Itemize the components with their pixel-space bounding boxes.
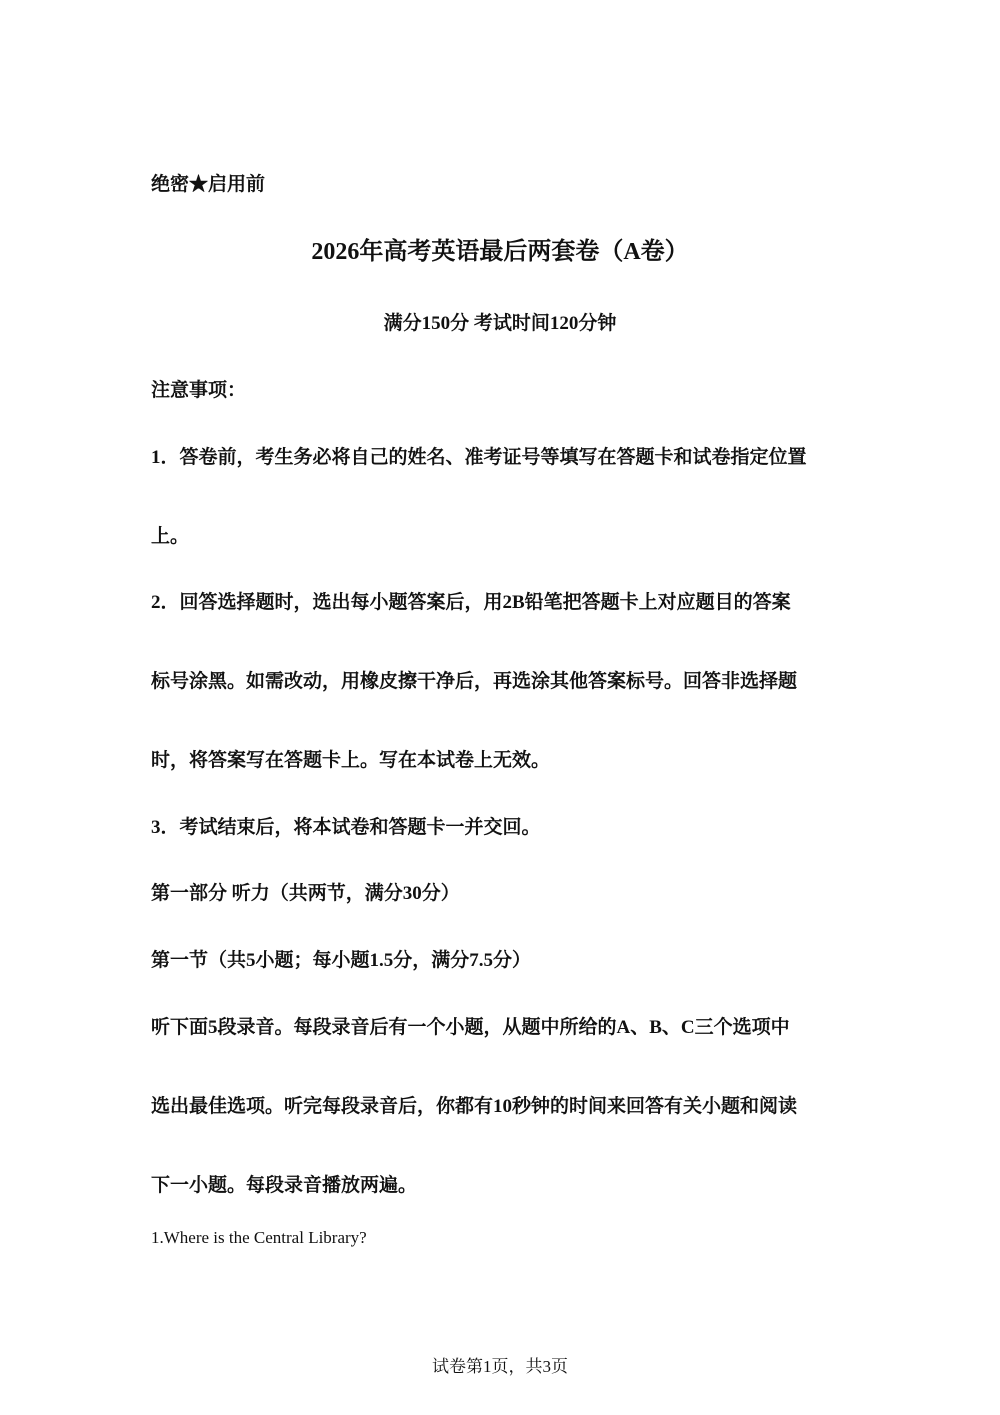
note-item-2-line-2: 标号涂黑。如需改动，用橡皮擦干净后，再选涂其他答案标号。回答非选择题 [151, 671, 798, 692]
note-item-2-line-1: 2．回答选择题时，选出每小题答案后，用2B铅笔把答题卡上对应题目的答案 [151, 592, 791, 613]
confidential-label: 绝密★启用前 [151, 174, 266, 195]
exam-title: 2026年高考英语最后两套卷（A卷） [311, 239, 689, 265]
note-item-2-line-3: 时，将答案写在答题卡上。写在本试卷上无效。 [151, 750, 551, 771]
instructions-line-1: 听下面5段录音。每段录音后有一个小题，从题中所给的A、B、C三个选项中 [151, 1017, 790, 1038]
note-item-3: 3．考试结束后，将本试卷和答题卡一并交回。 [151, 817, 541, 838]
instructions-line-3: 下一小题。每段录音播放两遍。 [151, 1175, 418, 1196]
notes-heading: 注意事项： [151, 380, 247, 401]
section1-heading: 第一节（共5小题；每小题1.5分，满分7.5分） [151, 950, 532, 971]
exam-subtitle: 满分150分 考试时间120分钟 [383, 313, 617, 334]
page-footer: 试卷第1页，共3页 [432, 1357, 568, 1376]
part1-heading: 第一部分 听力（共两节，满分30分） [151, 883, 460, 904]
note-item-1-line-2: 上。 [151, 526, 190, 547]
note-item-1-line-1: 1．答卷前，考生务必将自己的姓名、准考证号等填写在答题卡和试卷指定位置 [151, 447, 807, 468]
instructions-line-2: 选出最佳选项。听完每段录音后，你都有10秒钟的时间来回答有关小题和阅读 [151, 1096, 798, 1117]
question-1: 1.Where is the Central Library? [151, 1228, 367, 1247]
